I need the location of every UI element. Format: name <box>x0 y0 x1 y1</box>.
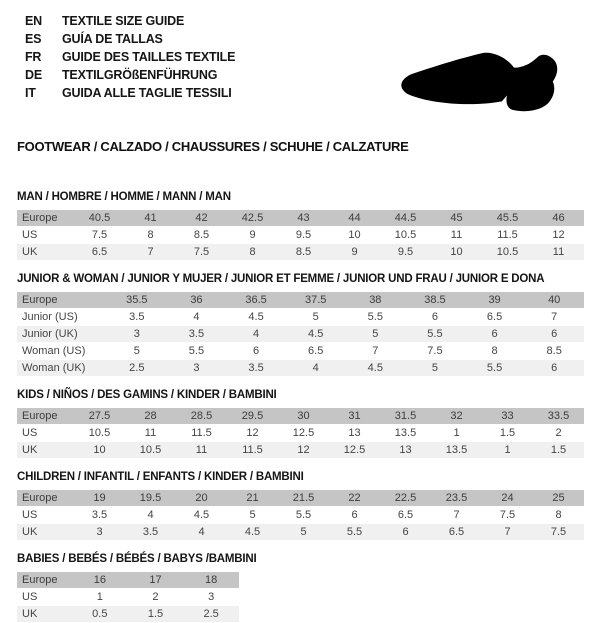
language-row-de <box>25 66 235 84</box>
size-cell: 23.5 <box>431 490 482 506</box>
size-cell: 7 <box>125 244 176 260</box>
language-label: GUIDE DES TAILLES TEXTILE <box>62 50 236 64</box>
row-label: Europe <box>17 292 107 308</box>
size-table-section <box>17 389 584 459</box>
size-cell: 46 <box>533 210 584 226</box>
table-row <box>17 343 584 359</box>
size-cell: 18 <box>183 572 239 588</box>
size-cell: 36 <box>167 292 227 308</box>
size-cell: 19.5 <box>125 490 176 506</box>
table-row <box>17 309 584 325</box>
size-table <box>17 291 584 377</box>
size-cell: 10.5 <box>125 442 176 458</box>
size-cell: 3 <box>74 524 125 540</box>
size-cell: 6.5 <box>397 509 414 521</box>
size-cell: 6 <box>431 311 438 323</box>
language-list <box>25 12 235 102</box>
size-cell: 5.5 <box>367 311 383 323</box>
size-cell: 45 <box>431 210 482 226</box>
table-row <box>17 490 584 506</box>
shoe-silhouette-path <box>401 53 557 111</box>
size-cell: 42.5 <box>227 210 278 226</box>
size-table-section <box>17 553 584 623</box>
size-cell: 1 <box>96 591 103 603</box>
size-cell: 3.5 <box>91 509 108 521</box>
size-cell: 10.5 <box>88 427 111 439</box>
table-row <box>17 408 584 424</box>
size-cell: 28 <box>125 408 176 424</box>
size-cell: 7.5 <box>176 244 227 260</box>
size-cell: 5 <box>278 524 329 540</box>
size-cell: 4.5 <box>227 524 278 540</box>
table-row <box>17 606 239 622</box>
size-cell: 7 <box>551 311 558 323</box>
size-cell: 4 <box>147 509 154 521</box>
size-cell: 2.5 <box>183 606 239 622</box>
language-label: GUIDA ALLE TAGLIE TESSILI <box>62 86 232 100</box>
size-cell: 24 <box>482 490 533 506</box>
size-cell: 5.5 <box>405 326 465 342</box>
size-cell: 20 <box>176 490 227 506</box>
table-row <box>17 572 239 588</box>
size-cell: 8 <box>147 229 154 241</box>
row-label: Junior (UK) <box>17 326 107 342</box>
table-row <box>17 425 584 441</box>
size-cell: 40 <box>524 292 584 308</box>
size-cell: 4 <box>286 360 346 376</box>
size-cell: 4 <box>193 311 200 323</box>
size-cell: 7 <box>482 524 533 540</box>
size-table-section <box>17 471 584 541</box>
size-cell: 10 <box>431 244 482 260</box>
size-cell: 6 <box>351 509 358 521</box>
size-cell: 5 <box>133 345 140 357</box>
size-cell: 13.5 <box>431 442 482 458</box>
size-cell: 12 <box>278 442 329 458</box>
size-cell: 21.5 <box>278 490 329 506</box>
row-label: Europe <box>17 210 74 226</box>
size-cell: 1.5 <box>499 427 516 439</box>
size-cell: 19 <box>74 490 125 506</box>
row-label: UK <box>17 606 72 622</box>
size-cell: 8 <box>555 509 562 521</box>
size-cell: 3.5 <box>125 524 176 540</box>
row-label: US <box>22 591 38 603</box>
size-cell: 7.5 <box>499 509 516 521</box>
language-row-fr <box>25 48 235 66</box>
size-cell: 4.5 <box>193 509 210 521</box>
size-cell: 8.5 <box>278 244 329 260</box>
table-row <box>17 244 584 260</box>
size-cell: 22.5 <box>380 490 431 506</box>
size-cell: 11 <box>533 244 584 260</box>
row-label: US <box>22 229 38 241</box>
language-row-en <box>25 12 235 30</box>
language-code: IT <box>25 86 36 100</box>
table-title: JUNIOR & WOMAN / JUNIOR Y MUJER / JUNIOR ET FEMME / JUNIOR UND FRAU / JUNIOR E DONA <box>17 273 545 285</box>
size-cell: 6 <box>524 360 584 376</box>
size-table <box>17 571 239 623</box>
size-cell: 45.5 <box>482 210 533 226</box>
size-cell: 17 <box>128 572 184 588</box>
size-cell: 32 <box>431 408 482 424</box>
language-code: FR <box>25 50 42 64</box>
row-label: Europe <box>17 408 74 424</box>
language-label: GUÍA DE TALLAS <box>62 32 163 46</box>
size-cell: 1 <box>482 442 533 458</box>
size-cell: 4.5 <box>286 326 346 342</box>
size-cell: 2 <box>555 427 562 439</box>
language-label: TEXTILGRÖßENFÜHRUNG <box>62 68 218 82</box>
row-label: Junior (US) <box>22 311 78 323</box>
size-cell: 7 <box>453 509 460 521</box>
size-cell: 5 <box>249 509 256 521</box>
size-table <box>17 209 584 261</box>
size-cell: 11 <box>144 427 157 439</box>
size-cell: 44.5 <box>380 210 431 226</box>
size-cell: 33 <box>482 408 533 424</box>
size-cell: 5 <box>312 311 319 323</box>
size-table <box>17 489 584 541</box>
size-cell: 7.5 <box>533 524 584 540</box>
size-cell: 13 <box>348 427 361 439</box>
size-cell: 10 <box>74 442 125 458</box>
size-cell: 10.5 <box>482 244 533 260</box>
table-row <box>17 442 584 458</box>
size-cell: 38 <box>346 292 406 308</box>
row-label: UK <box>17 442 74 458</box>
size-cell: 13 <box>380 442 431 458</box>
size-cell: 8 <box>227 244 278 260</box>
size-cell: 6.5 <box>74 244 125 260</box>
table-row <box>17 227 584 243</box>
shoe-icon <box>387 20 577 129</box>
table-title: BABIES / BEBÉS / BÉBÉS / BABYS /BAMBINI <box>17 553 257 565</box>
size-table <box>17 407 584 459</box>
size-cell: 12 <box>552 229 565 241</box>
size-table-section <box>17 273 584 377</box>
size-cell: 7.5 <box>91 229 108 241</box>
size-cell: 9 <box>329 244 380 260</box>
size-cell: 11.5 <box>191 427 212 439</box>
language-code: DE <box>25 68 42 82</box>
language-code: EN <box>25 14 42 28</box>
header <box>0 0 600 129</box>
size-cell: 2 <box>152 591 159 603</box>
size-cell: 44 <box>329 210 380 226</box>
size-cell: 11 <box>450 229 463 241</box>
size-cell: 6 <box>253 345 260 357</box>
size-cell: 3.5 <box>226 360 286 376</box>
table-row <box>17 360 584 376</box>
size-cell: 4 <box>226 326 286 342</box>
size-cell: 0.5 <box>72 606 128 622</box>
table-row <box>17 210 584 226</box>
size-cell: 9 <box>249 229 256 241</box>
size-cell: 3 <box>208 591 215 603</box>
size-cell: 10.5 <box>394 229 417 241</box>
size-cell: 31 <box>329 408 380 424</box>
size-cell: 6 <box>465 326 525 342</box>
table-row <box>17 524 584 540</box>
size-cell: 11.5 <box>497 229 518 241</box>
row-label: US <box>22 427 38 439</box>
size-cell: 8.5 <box>546 345 562 357</box>
size-cell: 40.5 <box>74 210 125 226</box>
row-label: US <box>22 509 38 521</box>
size-cell: 2.5 <box>107 360 167 376</box>
language-row-es <box>25 30 235 48</box>
size-cell: 7 <box>372 345 379 357</box>
row-label: Woman (US) <box>22 345 86 357</box>
size-cell: 30 <box>278 408 329 424</box>
row-label: Europe <box>17 490 74 506</box>
size-cell: 9.5 <box>295 229 312 241</box>
size-cell: 27.5 <box>74 408 125 424</box>
size-cell: 6 <box>524 326 584 342</box>
size-cell: 5 <box>405 360 465 376</box>
size-cell: 3 <box>107 326 167 342</box>
size-cell: 22 <box>329 490 380 506</box>
size-cell: 39 <box>465 292 525 308</box>
language-label: TEXTILE SIZE GUIDE <box>62 14 185 28</box>
size-cell: 12 <box>246 427 259 439</box>
row-label: UK <box>17 524 74 540</box>
size-cell: 6 <box>380 524 431 540</box>
size-cell: 43 <box>278 210 329 226</box>
size-cell: 4 <box>176 524 227 540</box>
size-cell: 21 <box>227 490 278 506</box>
size-cell: 8.5 <box>193 229 210 241</box>
table-row <box>17 292 584 308</box>
table-row <box>17 507 584 523</box>
size-cell: 31.5 <box>380 408 431 424</box>
size-cell: 8 <box>491 345 498 357</box>
size-cell: 9.5 <box>380 244 431 260</box>
size-cell: 5.5 <box>188 345 205 357</box>
size-cell: 12.5 <box>292 427 315 439</box>
table-row <box>17 589 239 605</box>
size-cell: 33.5 <box>533 408 584 424</box>
row-label: UK <box>17 244 74 260</box>
size-cell: 28.5 <box>176 408 227 424</box>
size-cell: 7.5 <box>427 345 443 357</box>
size-cell: 1 <box>453 427 460 439</box>
language-row-it <box>25 84 235 102</box>
size-cell: 41 <box>125 210 176 226</box>
table-title: MAN / HOMBRE / HOMME / MANN / MAN <box>17 191 231 203</box>
size-cell: 42 <box>176 210 227 226</box>
size-cell: 13.5 <box>394 427 417 439</box>
size-cell: 3.5 <box>129 311 145 323</box>
size-cell: 11 <box>176 442 227 458</box>
size-cell: 1.5 <box>533 442 584 458</box>
size-cell: 5.5 <box>295 509 312 521</box>
size-cell: 6.5 <box>486 311 503 323</box>
size-cell: 6.5 <box>308 345 324 357</box>
size-cell: 29.5 <box>227 408 278 424</box>
size-cell: 3 <box>167 360 227 376</box>
size-cell: 5 <box>346 326 406 342</box>
size-cell: 4.5 <box>248 311 264 323</box>
table-row <box>17 326 584 342</box>
row-label: Woman (UK) <box>17 360 107 376</box>
size-cell: 6.5 <box>431 524 482 540</box>
size-cell: 5.5 <box>465 360 525 376</box>
table-title: CHILDREN / INFANTIL / ENFANTS / KINDER / BAMBINI <box>17 471 304 483</box>
size-cell: 4.5 <box>346 360 406 376</box>
size-cell: 5.5 <box>329 524 380 540</box>
size-cell: 10 <box>348 229 361 241</box>
size-cell: 11.5 <box>227 442 278 458</box>
size-cell: 1.5 <box>128 606 184 622</box>
size-cell: 35.5 <box>107 292 167 308</box>
table-title: KIDS / NIÑOS / DES GAMINS / KINDER / BAMBINI <box>17 389 277 401</box>
language-code: ES <box>25 32 42 46</box>
size-cell: 12.5 <box>329 442 380 458</box>
size-cell: 25 <box>533 490 584 506</box>
size-cell: 3.5 <box>167 326 227 342</box>
size-table-section <box>17 191 584 261</box>
size-cell: 36.5 <box>226 292 286 308</box>
size-cell: 37.5 <box>286 292 346 308</box>
row-label: Europe <box>17 572 72 588</box>
size-cell: 16 <box>72 572 128 588</box>
size-tables <box>17 191 584 623</box>
size-cell: 38.5 <box>405 292 465 308</box>
category-title: FOOTWEAR / CALZADO / CHAUSSURES / SCHUHE / CALZATURE <box>17 139 409 154</box>
